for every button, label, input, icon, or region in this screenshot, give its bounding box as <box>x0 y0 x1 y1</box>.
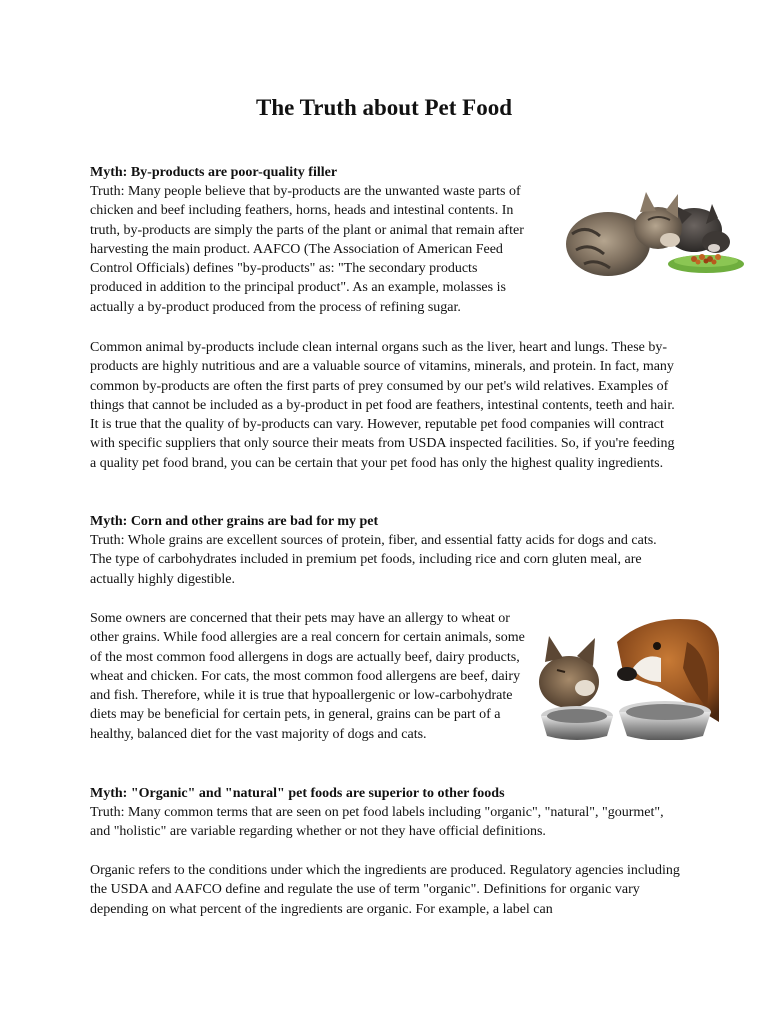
kittens-eating-illustration <box>566 184 746 281</box>
kittens-eating-photo <box>566 184 746 281</box>
page-title: The Truth about Pet Food <box>255 95 512 120</box>
paragraph-organic-truth: Truth: Many common terms that are seen on pet food labels including "organic", "natural", "gourmet", and "holistic" are variable regarding whether or not they have official definitions. <box>90 805 664 840</box>
paragraph-grains-truth: Truth: Whole grains are excellent sources of protein, fiber, and essential fatty acids for dogs and cats. The type of carbohydrates included in premium pet foods, including rice and corn gluten meal, are actually highly digestible. <box>90 533 657 587</box>
cat-and-dog-illustration <box>537 612 719 740</box>
paragraph-grains-allergies: Some owners are concerned that their pets may have an allergy to wheat or other grains. While food allergies are a real concern for certain animals, some of the most common food allergens in dogs are actually beef, dairy products, wheat and chicken. For cats, the most common food allergens are beef, dairy and fish. Therefore, while it is true that hypoallergenic or low-carbohydrate diets may be beneficial for certain pets, in general, grains can be part of a healthy, balanced diet for the vast majority of dogs and cats. <box>90 611 525 742</box>
section-heading-grains: Myth: Corn and other grains are bad for my pet <box>90 514 379 529</box>
section-heading-organic: Myth: "Organic" and "natural" pet foods are superior to other foods <box>90 786 505 801</box>
section-heading-byproducts: Myth: By-products are poor-quality filler <box>90 165 338 180</box>
cat-and-dog-bowls-photo <box>537 612 719 740</box>
paragraph-byproducts-common: Common animal by-products include clean internal organs such as the liver, heart and lungs. These by-products are highly nutritious and are a valuable source of vitamins, minerals, and protein. In fact, many common by-products are often the first parts of prey consumed by our pet's wild relatives. Examples of things that cannot be included as a by-product in pet food are feathers, intestinal contents, teeth and hair. It is true that the quality of by-products can vary. However, reputable pet food companies will contract with specific suppliers that only source their meats from USDA inspected facilities. So, if you're feeding a quality pet food brand, you can be certain that your pet food has only the highest quality ingredients. <box>90 340 675 471</box>
paragraph-byproducts-truth: Truth: Many people believe that by-products are the unwanted waste parts of chicken and beef including feathers, horns, heads and intestinal contents. In truth, by-products are simply the parts of the plant or animal that remain after harvesting the main product. AAFCO (The Association of American Feed Control Officials) defines "by-products" as: "The secondary products produced in addition to the principal product". As an example, molasses is actually a by-product produced from the process of refining sugar. <box>90 184 524 315</box>
paragraph-organic-definition: Organic refers to the conditions under which the ingredients are produced. Regulatory agencies including the USDA and AAFCO define and regulate the use of term "organic". Definitions for organic vary depending on what percent of the ingredients are organic. For example, a label can <box>90 863 680 917</box>
